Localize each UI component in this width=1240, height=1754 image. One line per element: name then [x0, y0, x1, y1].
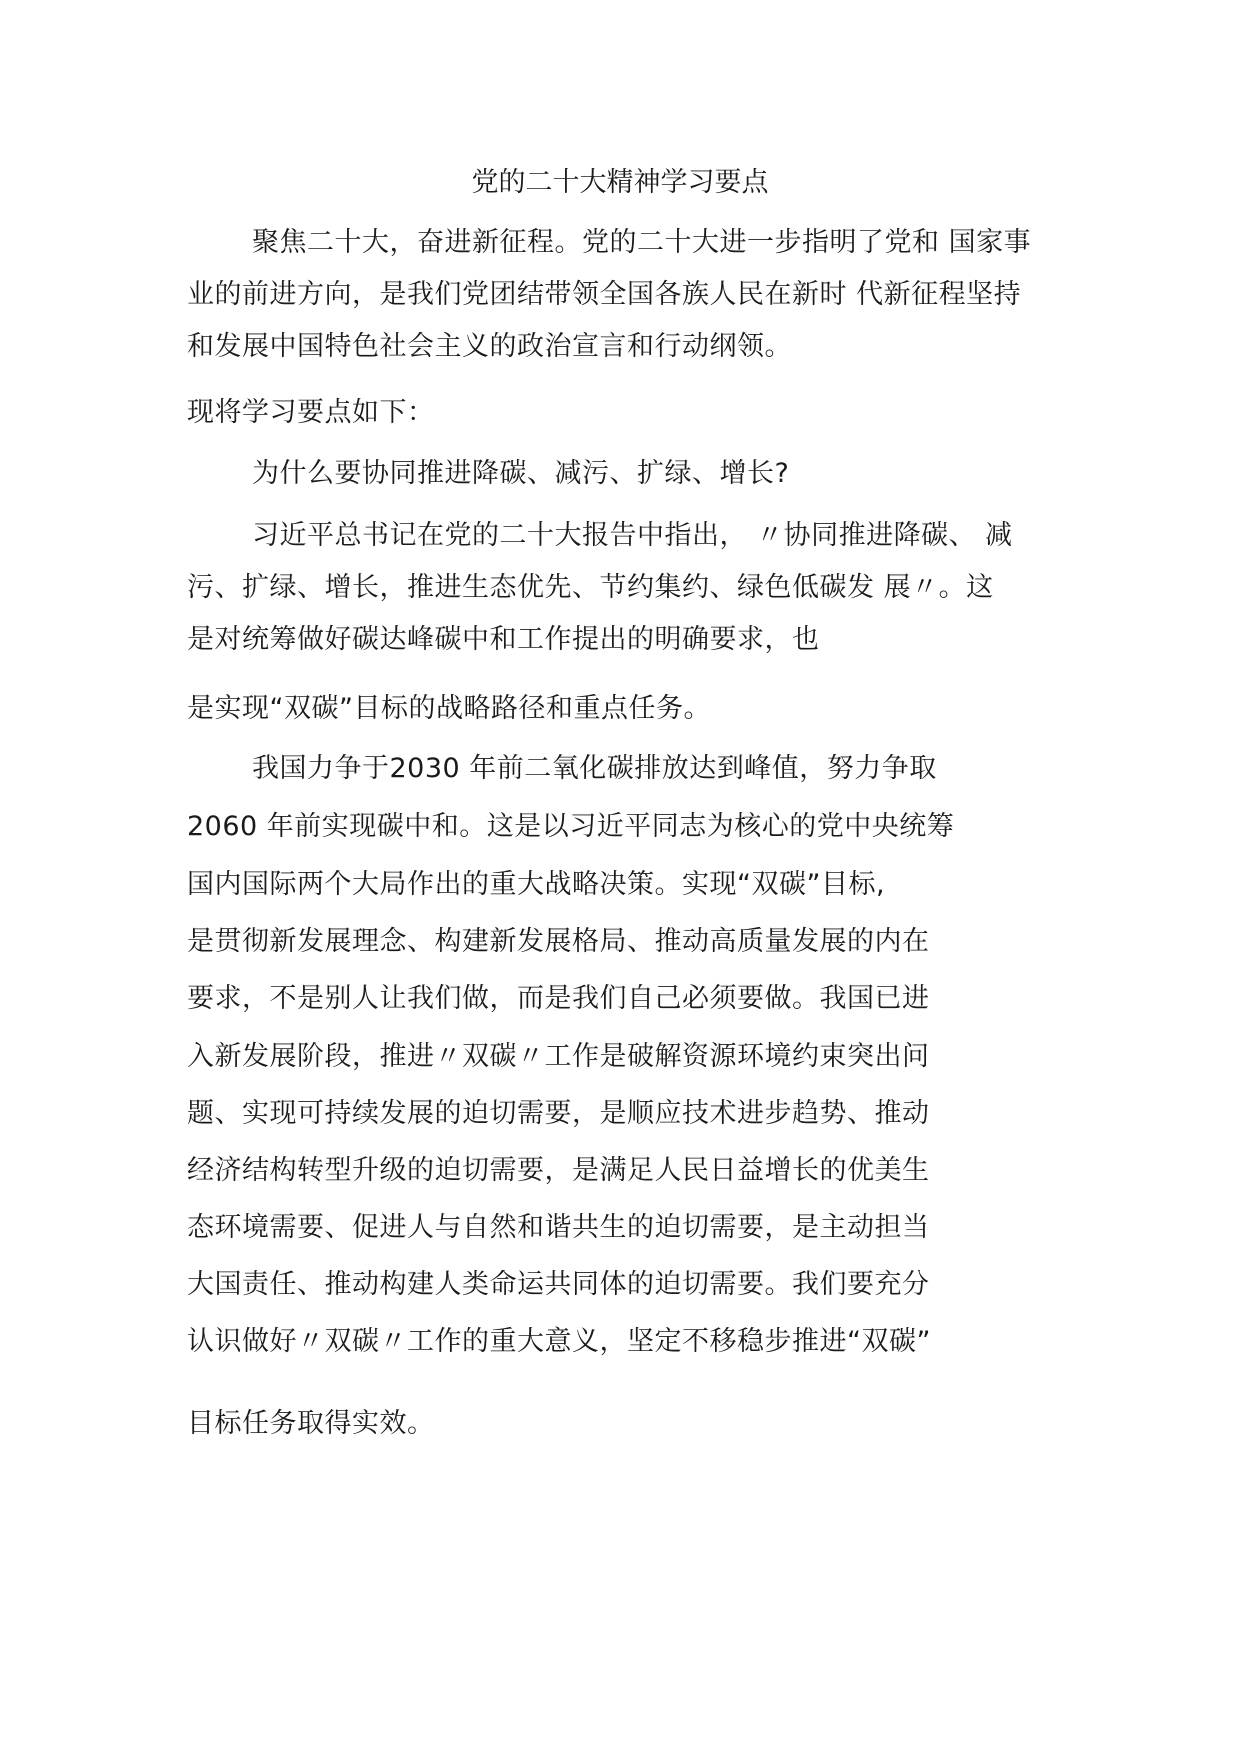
body-line: 经济结构转型升级的迫切需要，是满足人民日益增长的优美生 [187, 1155, 930, 1186]
body-line: 聚焦二十大，奋进新征程。党的二十大进一步指明了党和 国家事 [252, 227, 1032, 258]
body-line: 业的前进方向，是我们党团结带领全国各族人民在新时 代新征程坚持 [187, 279, 1022, 310]
body-line: 2060 年前实现碳中和。这是以习近平同志为核心的党中央统筹 [187, 811, 955, 842]
body-line: 是贯彻新发展理念、构建新发展格局、推动高质量发展的内在 [187, 926, 930, 957]
body-line: 国内国际两个大局作出的重大战略决策。实现“双碳”目标, [187, 869, 886, 900]
body-line: 是对统筹做好碳达峰碳中和工作提出的明确要求，也 [187, 624, 820, 655]
section-heading: 为什么要协同推进降碳、减污、扩绿、增长? [252, 458, 790, 489]
body-line: 和发展中国特色社会主义的政治宣言和行动纲领。 [187, 331, 792, 362]
body-line: 现将学习要点如下： [187, 397, 435, 428]
body-line: 大国责任、推动构建人类命运共同体的迫切需要。我们要充分 [187, 1269, 930, 1300]
body-line: 认识做好〃双碳〃工作的重大意义，坚定不移稳步推进“双碳” [187, 1326, 931, 1357]
body-line: 污、扩绿、增长，推进生态优先、节约集约、绿色低碳发 展〃。这 [187, 572, 994, 603]
body-line: 要求，不是别人让我们做，而是我们自己必须要做。我国已进 [187, 983, 930, 1014]
body-line: 态环境需要、促进人与自然和谐共生的迫切需要，是主动担当 [187, 1212, 930, 1243]
body-line: 习近平总书记在党的二十大报告中指出， 〃协同推进降碳、 减 [252, 520, 1013, 551]
body-line: 入新发展阶段，推进〃双碳〃工作是破解资源环境约束突出问 [187, 1041, 930, 1072]
body-line: 题、实现可持续发展的迫切需要，是顺应技术进步趋势、推动 [187, 1098, 930, 1129]
body-line: 目标任务取得实效。 [187, 1408, 435, 1439]
body-line: 是实现“双碳”目标的战略路径和重点任务。 [187, 693, 711, 724]
body-line: 我国力争于2030 年前二氧化碳排放达到峰值，努力争取 [252, 753, 937, 784]
document-title: 党的二十大精神学习要点 [471, 167, 769, 198]
